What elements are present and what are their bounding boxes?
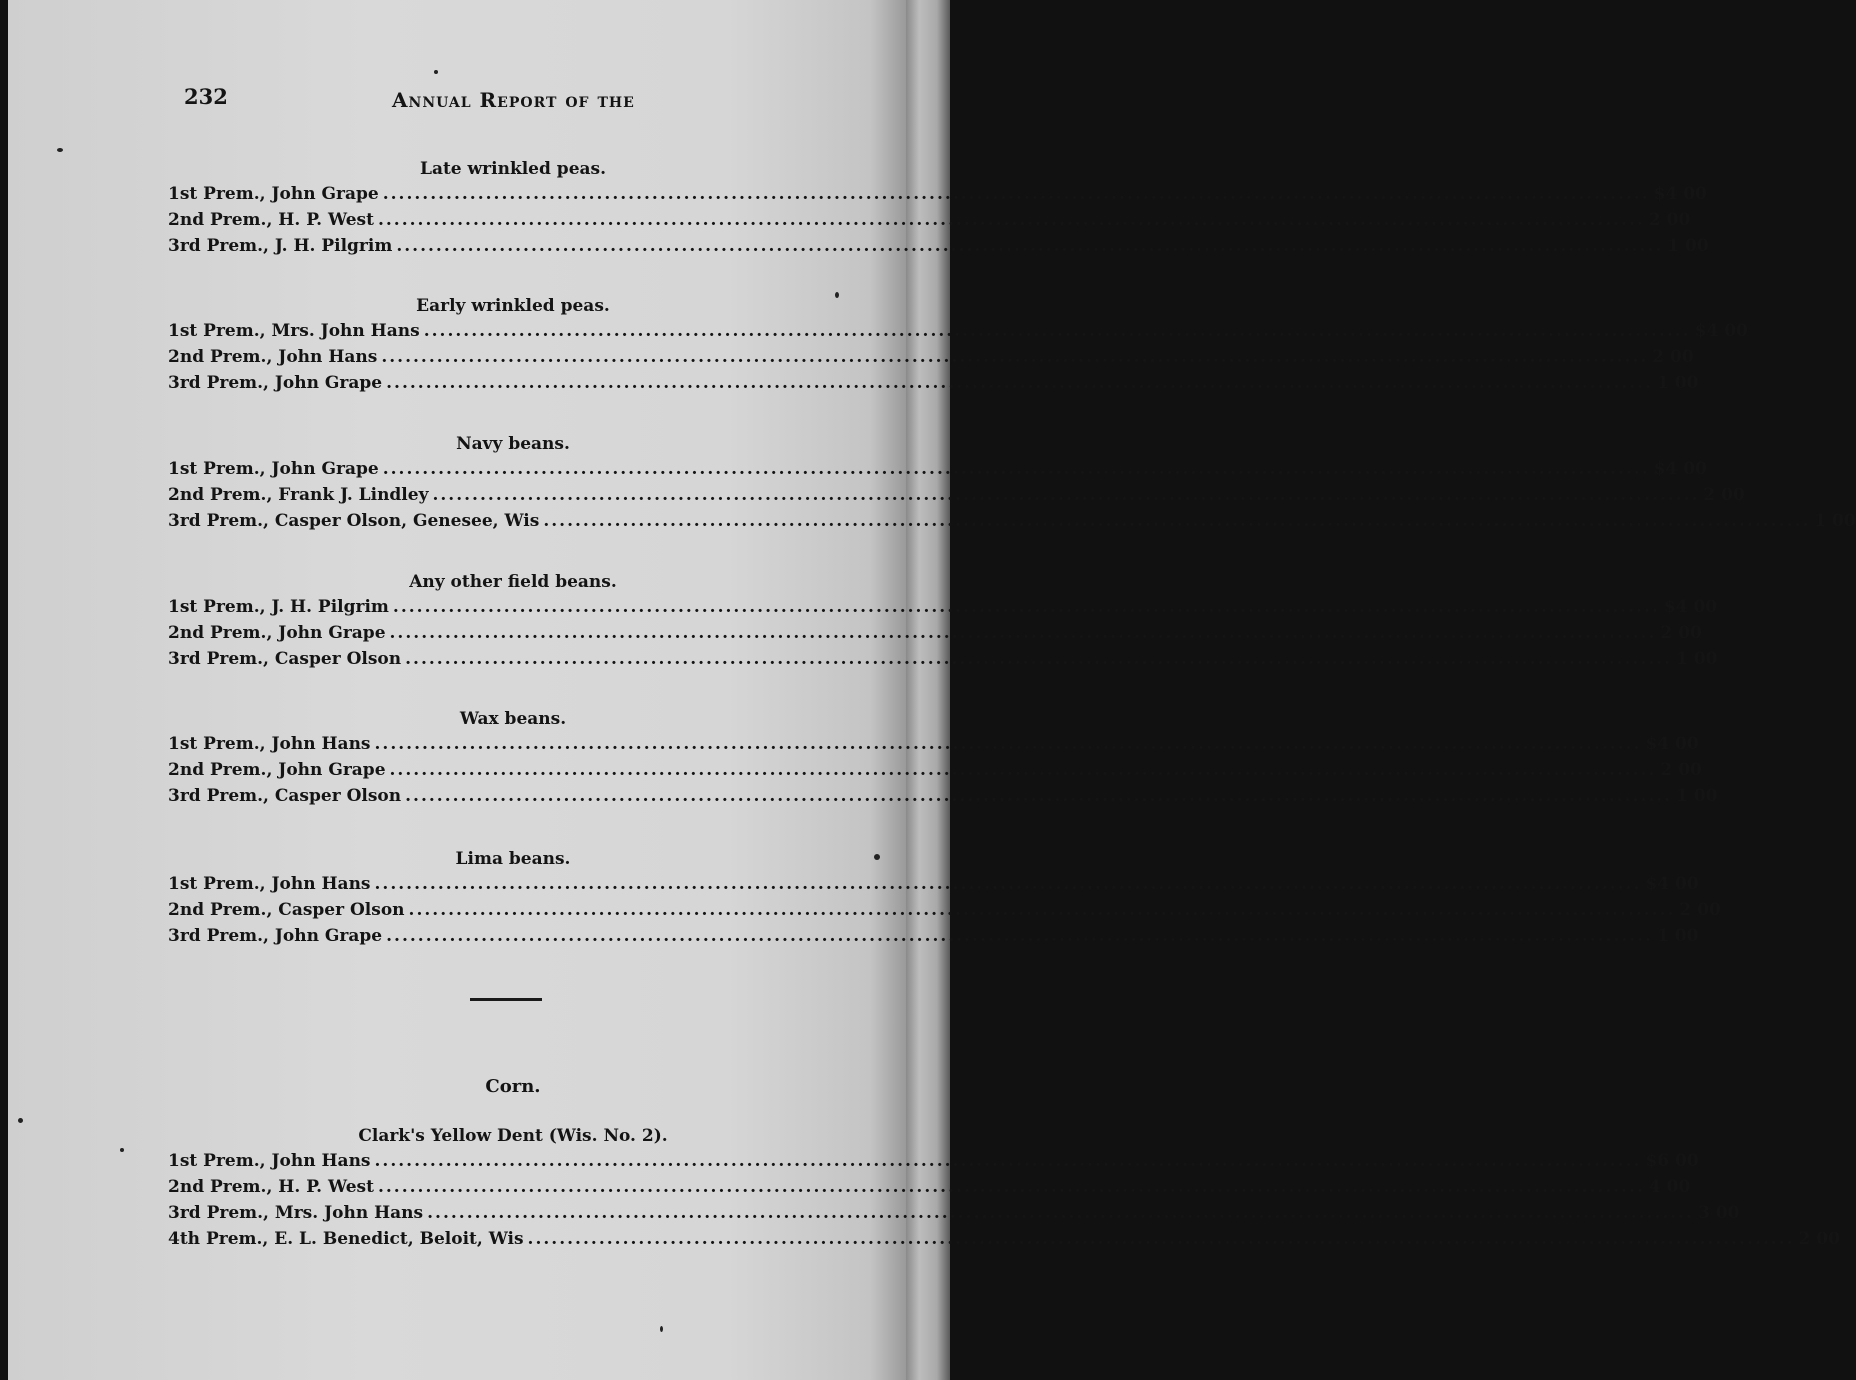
entry-amount: $6 00 [1645,1151,1699,1171]
section-navy-beans [168,432,1856,534]
entry-name: 3rd Prem., Mrs. John Hans [168,1203,424,1223]
premium-entry [168,318,1748,344]
dot-leader: ................................................................................................................................................................ [543,511,1811,531]
premium-entry [168,207,1691,233]
premium-entry [168,370,1699,396]
entry-amount: 1 00 [1676,649,1718,669]
entry-name: 4th Prem., E. L. Benedict, Beloit, Wis [168,1229,524,1249]
premium-entry [168,233,1709,259]
premium-entry [168,1174,1691,1200]
section-title: Lima beans. [455,849,571,869]
dot-leader: ................................................................................................................................................................ [386,926,1654,946]
entry-amount: 2 00 [1660,623,1702,643]
entry-amount: $4 00 [1663,597,1718,617]
dot-leader: ................................................................................................................................................................ [396,236,1664,256]
dot-leader: ................................................................................................................................................................ [389,623,1657,643]
section-lima-beans [168,847,1721,949]
ink-speck [57,148,63,152]
page-number: 232 [184,84,228,109]
premium-entry [168,508,1856,534]
ink-speck [874,854,880,860]
dot-leader: ................................................................................................................................................................ [386,373,1654,393]
section-late-wrinkled-peas [168,157,1709,259]
section-title: Clark's Yellow Dent (Wis. No. 2). [358,1126,668,1146]
entry-amount: 1 00 [1814,511,1856,531]
entry-name: 2nd Prem., Casper Olson [168,900,405,920]
entry-amount: 1 00 [1657,926,1699,946]
ink-speck [18,1118,23,1123]
entry-name: 3rd Prem., Casper Olson [168,649,402,669]
entry-name: 1st Prem., John Grape [168,184,379,204]
dot-leader: ................................................................................................................................................................ [374,874,1642,894]
premium-entry [168,482,1745,508]
running-head: Annual Report of the [392,88,635,112]
section-early-wrinkled-peas [168,294,1748,396]
ink-speck [660,1326,663,1332]
dot-leader: ................................................................................................................................................................ [382,459,1650,479]
dot-leader: ................................................................................................................................................................ [377,1177,1645,1197]
premium-entry [168,344,1694,370]
premium-entry [168,1148,1699,1174]
entry-amount: 1 00 [1667,236,1709,256]
dot-leader: ................................................................................................................................................................ [389,760,1657,780]
entry-name: 2nd Prem., John Grape [168,623,386,643]
dot-leader: ................................................................................................................................................................ [527,1229,1795,1249]
premium-entry [168,897,1721,923]
premium-entry [168,923,1699,949]
entry-name: 2nd Prem., John Hans [168,347,378,367]
dot-leader: ................................................................................................................................................................ [427,1203,1695,1223]
dot-leader: ................................................................................................................................................................ [392,597,1660,617]
ink-speck [835,292,839,298]
entry-amount: 1 00 [1657,373,1699,393]
ink-speck [120,1148,124,1152]
premium-entry [168,456,1707,482]
dot-leader: ................................................................................................................................................................ [408,900,1676,920]
section-title: Navy beans. [456,434,570,454]
dot-leader: ................................................................................................................................................................ [432,485,1700,505]
entry-amount: $4 00 [1645,734,1699,754]
entry-name: 1st Prem., John Hans [168,874,371,894]
ink-speck [434,70,438,74]
entry-name: 1st Prem., John Grape [168,459,379,479]
entry-name: 2nd Prem., John Grape [168,760,386,780]
section-wax-beans [168,707,1718,809]
entry-name: 3rd Prem., John Grape [168,373,383,393]
dot-leader: ................................................................................................................................................................ [405,786,1673,806]
dot-leader: ................................................................................................................................................................ [377,210,1645,230]
entry-name: 3rd Prem., Casper Olson, Genesee, Wis [168,511,540,531]
section-clarks-yellow-dent [168,1124,1840,1252]
entry-name: 3rd Prem., John Grape [168,926,383,946]
dot-leader: ................................................................................................................................................................ [405,649,1673,669]
section-title: Any other field beans. [409,572,617,592]
premium-entry [168,783,1718,809]
section-title: Wax beans. [459,709,567,729]
corn-heading: Corn. [485,1076,541,1097]
entry-name: 1st Prem., Mrs. John Hans [168,321,420,341]
premium-entry [168,871,1699,897]
entry-amount: 2 00 [1679,900,1721,920]
dot-leader: ................................................................................................................................................................ [382,184,1650,204]
premium-entry [168,181,1707,207]
section-title: Late wrinkled peas. [419,159,607,179]
premium-entry [168,757,1702,783]
dot-leader: ................................................................................................................................................................ [374,734,1642,754]
entry-amount: $4 00 [1653,184,1707,204]
dot-leader: ................................................................................................................................................................ [374,1151,1642,1171]
entry-name: 1st Prem., John Hans [168,734,371,754]
entry-amount: 3 00 [1698,1203,1740,1223]
premium-entry [168,1226,1840,1252]
entry-name: 1st Prem., J. H. Pilgrim [168,597,389,617]
entry-name: 2nd Prem., H. P. West [168,210,374,230]
section-title: Early wrinkled peas. [416,296,610,316]
entry-amount: 2 00 [1703,485,1745,505]
premium-entry [168,731,1699,757]
premium-entry [168,594,1718,620]
section-any-other-field-beans [168,570,1718,672]
premium-entry [168,1200,1740,1226]
entry-amount: 1 00 [1676,786,1718,806]
dot-leader: ................................................................................................................................................................ [423,321,1691,341]
entry-name: 3rd Prem., Casper Olson [168,786,402,806]
entry-amount: 2 00 [1648,210,1691,230]
section-divider-rule [470,998,542,1001]
entry-amount: $4 00 [1694,321,1748,341]
entry-amount: 4 00 [1648,1177,1691,1197]
entry-amount: $4 00 [1653,459,1707,479]
entry-name: 2nd Prem., H. P. West [168,1177,374,1197]
entry-name: 3rd Prem., J. H. Pilgrim [168,236,393,256]
entry-name: 1st Prem., John Hans [168,1151,371,1171]
entry-amount: $4 00 [1645,874,1699,894]
premium-entry [168,646,1718,672]
entry-amount: 2 00 [1798,1229,1840,1249]
entry-amount: 2 00 [1660,760,1702,780]
premium-entry [168,620,1702,646]
dot-leader: ................................................................................................................................................................ [381,347,1649,367]
entry-name: 2nd Prem., Frank J. Lindley [168,485,429,505]
entry-amount: 2 00 [1652,347,1694,367]
